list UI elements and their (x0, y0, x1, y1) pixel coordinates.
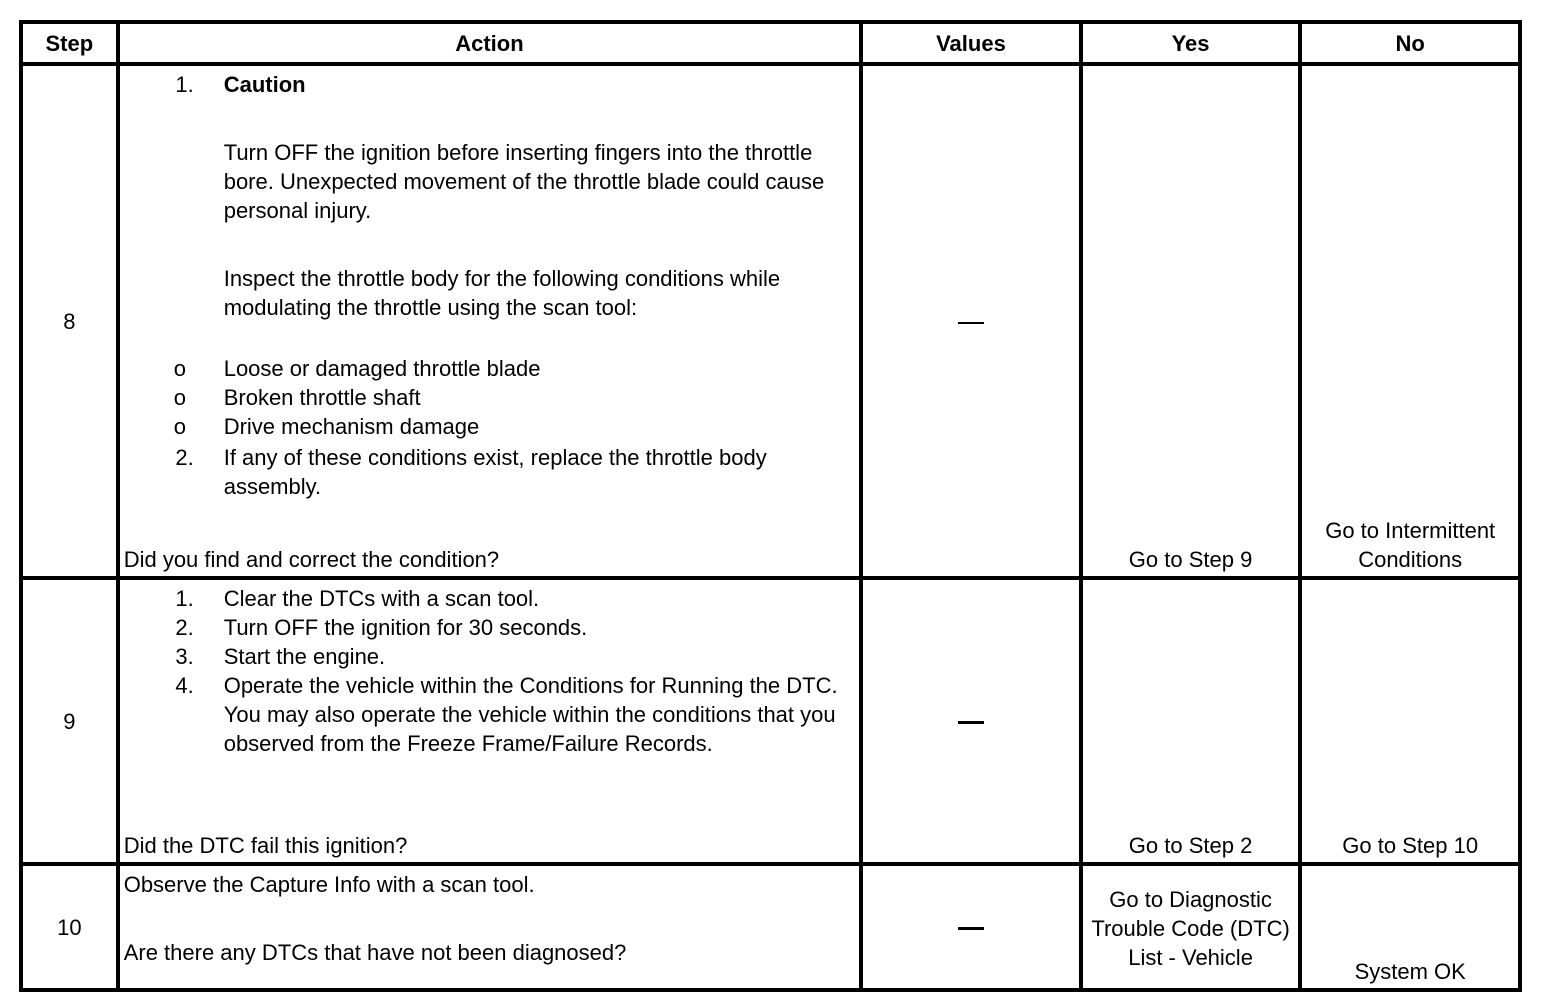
step-item-text: If any of these conditions exist, replace the throttle body assembly. (223, 445, 767, 499)
bullet-mark: o (173, 413, 186, 439)
header-row (21, 22, 1520, 64)
step-item-number: 2. (175, 615, 194, 640)
no-value-dash (958, 322, 984, 324)
values-cell (861, 864, 1081, 990)
no-cell: System OK (1300, 864, 1520, 990)
action-step-item (124, 584, 855, 613)
yes-cell: Go to Step 2 (1081, 578, 1301, 864)
step-item-number: 1. (175, 72, 194, 97)
values-cell (861, 578, 1081, 864)
list-item (124, 412, 855, 441)
action-step-item (124, 642, 855, 671)
bullet-text: Drive mechanism damage (223, 413, 480, 439)
step-number: 10 (21, 864, 118, 990)
header-action: Action (118, 22, 861, 64)
table-row-step-8 (21, 64, 1520, 578)
step-item-number: 1. (175, 586, 194, 611)
list-item (124, 383, 855, 412)
condition-bullet-list (124, 354, 855, 441)
header-values: Values (861, 22, 1081, 64)
inspect-text: Inspect the throttle body for the following conditions while modulating the throttle using the scan tool: (223, 266, 781, 320)
step-item-text: Clear the DTCs with a scan tool. (223, 586, 540, 611)
caution-title: Caution (223, 72, 306, 97)
action-question: Did the DTC fail this ignition? (123, 833, 408, 858)
action-step-item (124, 613, 855, 642)
no-value-dash (958, 927, 984, 930)
action-cell (118, 864, 861, 990)
no-cell: Go to Intermittent Conditions (1300, 64, 1520, 578)
diagnostic-table (19, 20, 1522, 992)
action-text: Observe the Capture Info with a scan tool. (123, 872, 535, 897)
step-number: 9 (21, 578, 118, 864)
action-question: Are there any DTCs that have not been diagnosed? (123, 940, 627, 965)
bullet-mark: o (173, 355, 186, 381)
bullet-mark: o (173, 384, 186, 410)
action-cell (118, 578, 861, 864)
step-item-text: Operate the vehicle within the Conditions for Running the DTC. You may also operate the vehicle within the conditions that you observed from the Freeze Frame/Failure Records. (223, 673, 838, 756)
action-steps (124, 70, 855, 361)
bullet-text: Broken throttle shaft (223, 384, 421, 410)
table-row-step-9 (21, 578, 1520, 864)
action-step-item (124, 443, 855, 501)
table-row-step-10 (21, 864, 1520, 990)
action-step-item (124, 671, 855, 758)
action-cell (118, 64, 861, 578)
step-item-text: Turn OFF the ignition for 30 seconds. (223, 615, 588, 640)
step-item-number: 4. (175, 673, 194, 698)
yes-link-text: Go to Diagnostic Trouble Code (DTC) List - Vehicle (1091, 886, 1290, 970)
yes-cell: Go to Step 9 (1081, 64, 1301, 578)
header-no: No (1300, 22, 1520, 64)
no-cell: Go to Step 10 (1300, 578, 1520, 864)
step-item-text: Start the engine. (223, 644, 386, 669)
yes-cell (1081, 864, 1301, 990)
header-step: Step (21, 22, 118, 64)
action-question: Did you find and correct the condition? (123, 547, 500, 572)
step-item-number: 2. (175, 445, 194, 470)
values-cell (861, 64, 1081, 578)
no-value-dash (958, 721, 984, 724)
step-item-number: 3. (175, 644, 194, 669)
action-step-item (124, 70, 855, 361)
action-steps (124, 584, 855, 758)
header-yes: Yes (1081, 22, 1301, 64)
step-number: 8 (21, 64, 118, 578)
bullet-text: Loose or damaged throttle blade (223, 355, 541, 381)
caution-text: Turn OFF the ignition before inserting fingers into the throttle bore. Unexpected movement of the throttle blade could cause personal injury. (223, 140, 825, 223)
action-steps-cont (124, 443, 855, 501)
list-item (124, 354, 855, 383)
